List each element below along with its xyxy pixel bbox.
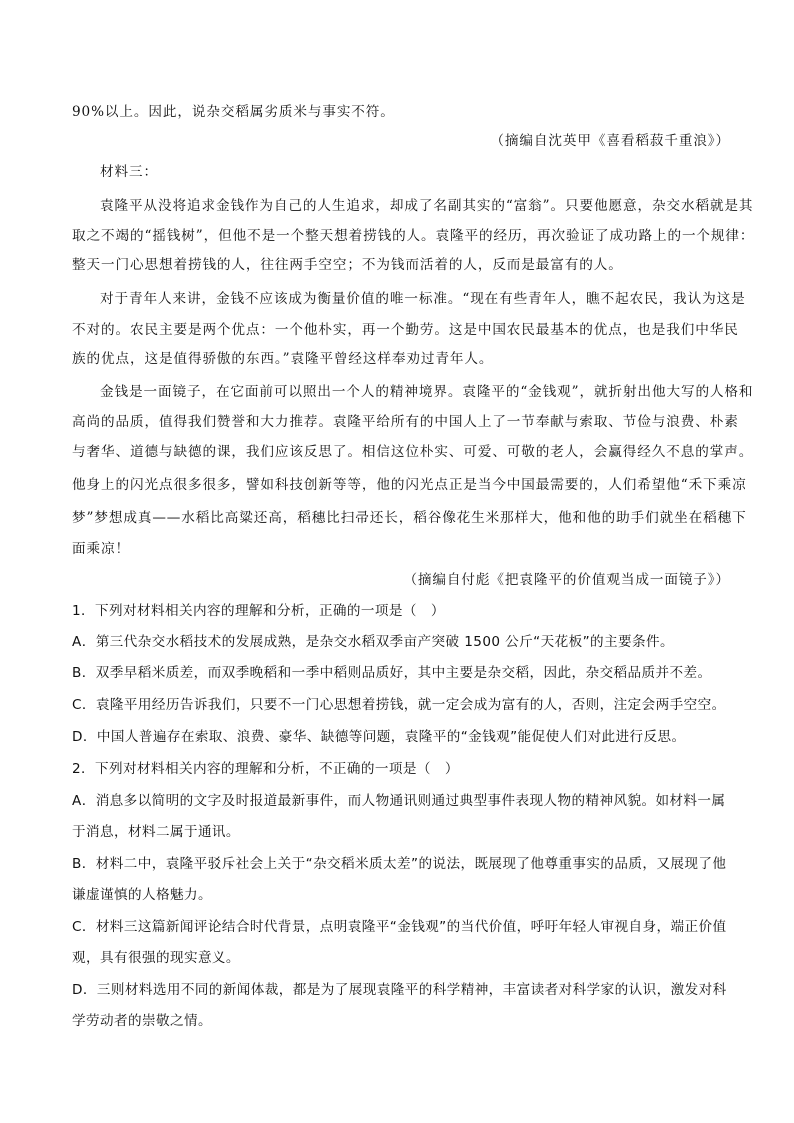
- question-1-option-a: A．第三代杂交水稻技术的发展成熟，是杂交水稻双季亩产突破 1500 公斤“天花板”的主要条件。: [72, 634, 674, 650]
- paragraph-line: 取之不竭的“摇钱树”，但他不是一个整天想着捞钱的人。袁隆平的经历，再次验证了成功路上的一个规律：: [72, 228, 755, 244]
- question-1-stem: 1．下列对材料相关内容的理解和分析，正确的一项是（ ）: [72, 603, 445, 619]
- material2-tail: 90%以上。因此，说杂交稻属劣质米与事实不符。: [72, 104, 395, 120]
- source-material2: （摘编自沈英甲《喜看稻菽千重浪》）: [490, 133, 730, 149]
- paragraph-line: 袁隆平从没将追求金钱作为自己的人生追求，却成了名副其实的“富翁”。只要他愿意，杂交水稻就是其: [100, 198, 754, 214]
- question-2-option-d: D．三则材料选用不同的新闻体裁，都是为了展现袁隆平的科学精神，丰富读者对科学家的认识，激发对科: [72, 982, 727, 998]
- question-1-option-b: B．双季早稻米质差，而双季晚稻和一季中稻则品质好，其中主要是杂交稻，因此，杂交稻品质并不差。: [72, 665, 712, 681]
- question-2-option-c: C．材料三这篇新闻评论结合时代背景，点明袁隆平“金钱观”的当代价值，呼吁年轻人审视自身，端正价值: [72, 919, 727, 935]
- question-2-option-b-cont: 谦虚谨慎的人格魅力。: [72, 887, 212, 903]
- paragraph-line: 对于青年人来讲，金钱不应该成为衡量价值的唯一标准。“现在有些青年人，瞧不起农民，我认为这是: [100, 291, 746, 307]
- paragraph-line: 不对的。农民主要是两个优点：一个他朴实，再一个勤劳。这是中国农民最基本的优点，也是我们中华民: [72, 322, 739, 338]
- question-2-option-a-cont: 于消息，材料二属于通讯。: [72, 824, 240, 840]
- paragraph-line: 梦”梦想成真——水稻比高粱还高，稻穗比扫帚还长，稻谷像花生米那样大，他和他的助手们就坐在稻穗下: [72, 510, 747, 526]
- question-2-option-b: B．材料二中，袁隆平驳斥社会上关于“杂交稻米质太差”的说法，既展现了他尊重事实的品质，又展现了他: [72, 856, 727, 872]
- paragraph-line: 面乘凉！: [72, 541, 130, 557]
- material3-heading: 材料三：: [100, 164, 158, 180]
- question-2-option-c-cont: 观，具有很强的现实意义。: [72, 950, 240, 966]
- question-1-option-c: C．袁隆平用经历告诉我们，只要不一门心思想着捞钱，就一定会成为富有的人，否则，注定会两手空空。: [72, 697, 726, 713]
- paragraph-line: 与奢华、道德与缺德的课，我们应该反思了。相信这位朴实、可爱、可敬的老人，会赢得经久不息的掌声。: [72, 444, 754, 460]
- question-2-option-d-cont: 学劳动者的崇敬之情。: [72, 1013, 212, 1029]
- paragraph-line: 金钱是一面镜子，在它面前可以照出一个人的精神境界。袁隆平的“金钱观”，就折射出他大写的人格和: [100, 384, 754, 400]
- question-2-option-a: A．消息多以简明的文字及时报道最新事件，而人物通讯则通过典型事件表现人物的精神风貌。如材料一属: [72, 793, 726, 809]
- paragraph-line: 整天一门心思想着捞钱的人，往往两手空空；不为钱而活着的人，反而是最富有的人。: [72, 257, 623, 273]
- paragraph-line: 族的优点，这是值得骄傲的东西。”袁隆平曾经这样奉劝过青年人。: [72, 351, 494, 367]
- paragraph-line: 高尚的品质，值得我们赞誉和大力推荐。袁隆平给所有的中国人上了一节奉献与索取、节俭与浪费、朴素: [72, 414, 739, 430]
- paragraph-line: 他身上的闪光点很多很多，譬如科技创新等等，他的闪光点正是当今中国最需要的，人们希望他“禾下乘凉: [72, 477, 747, 493]
- source-material3: （摘编自付彪《把袁隆平的价值观当成一面镜子》）: [403, 572, 730, 588]
- question-2-stem: 2．下列对材料相关内容的理解和分析，不正确的一项是（ ）: [72, 761, 459, 777]
- question-1-option-d: D．中国人普遍存在索取、浪费、豪华、缺德等问题，袁隆平的“金钱观”能促使人们对此进行反思。: [72, 729, 686, 745]
